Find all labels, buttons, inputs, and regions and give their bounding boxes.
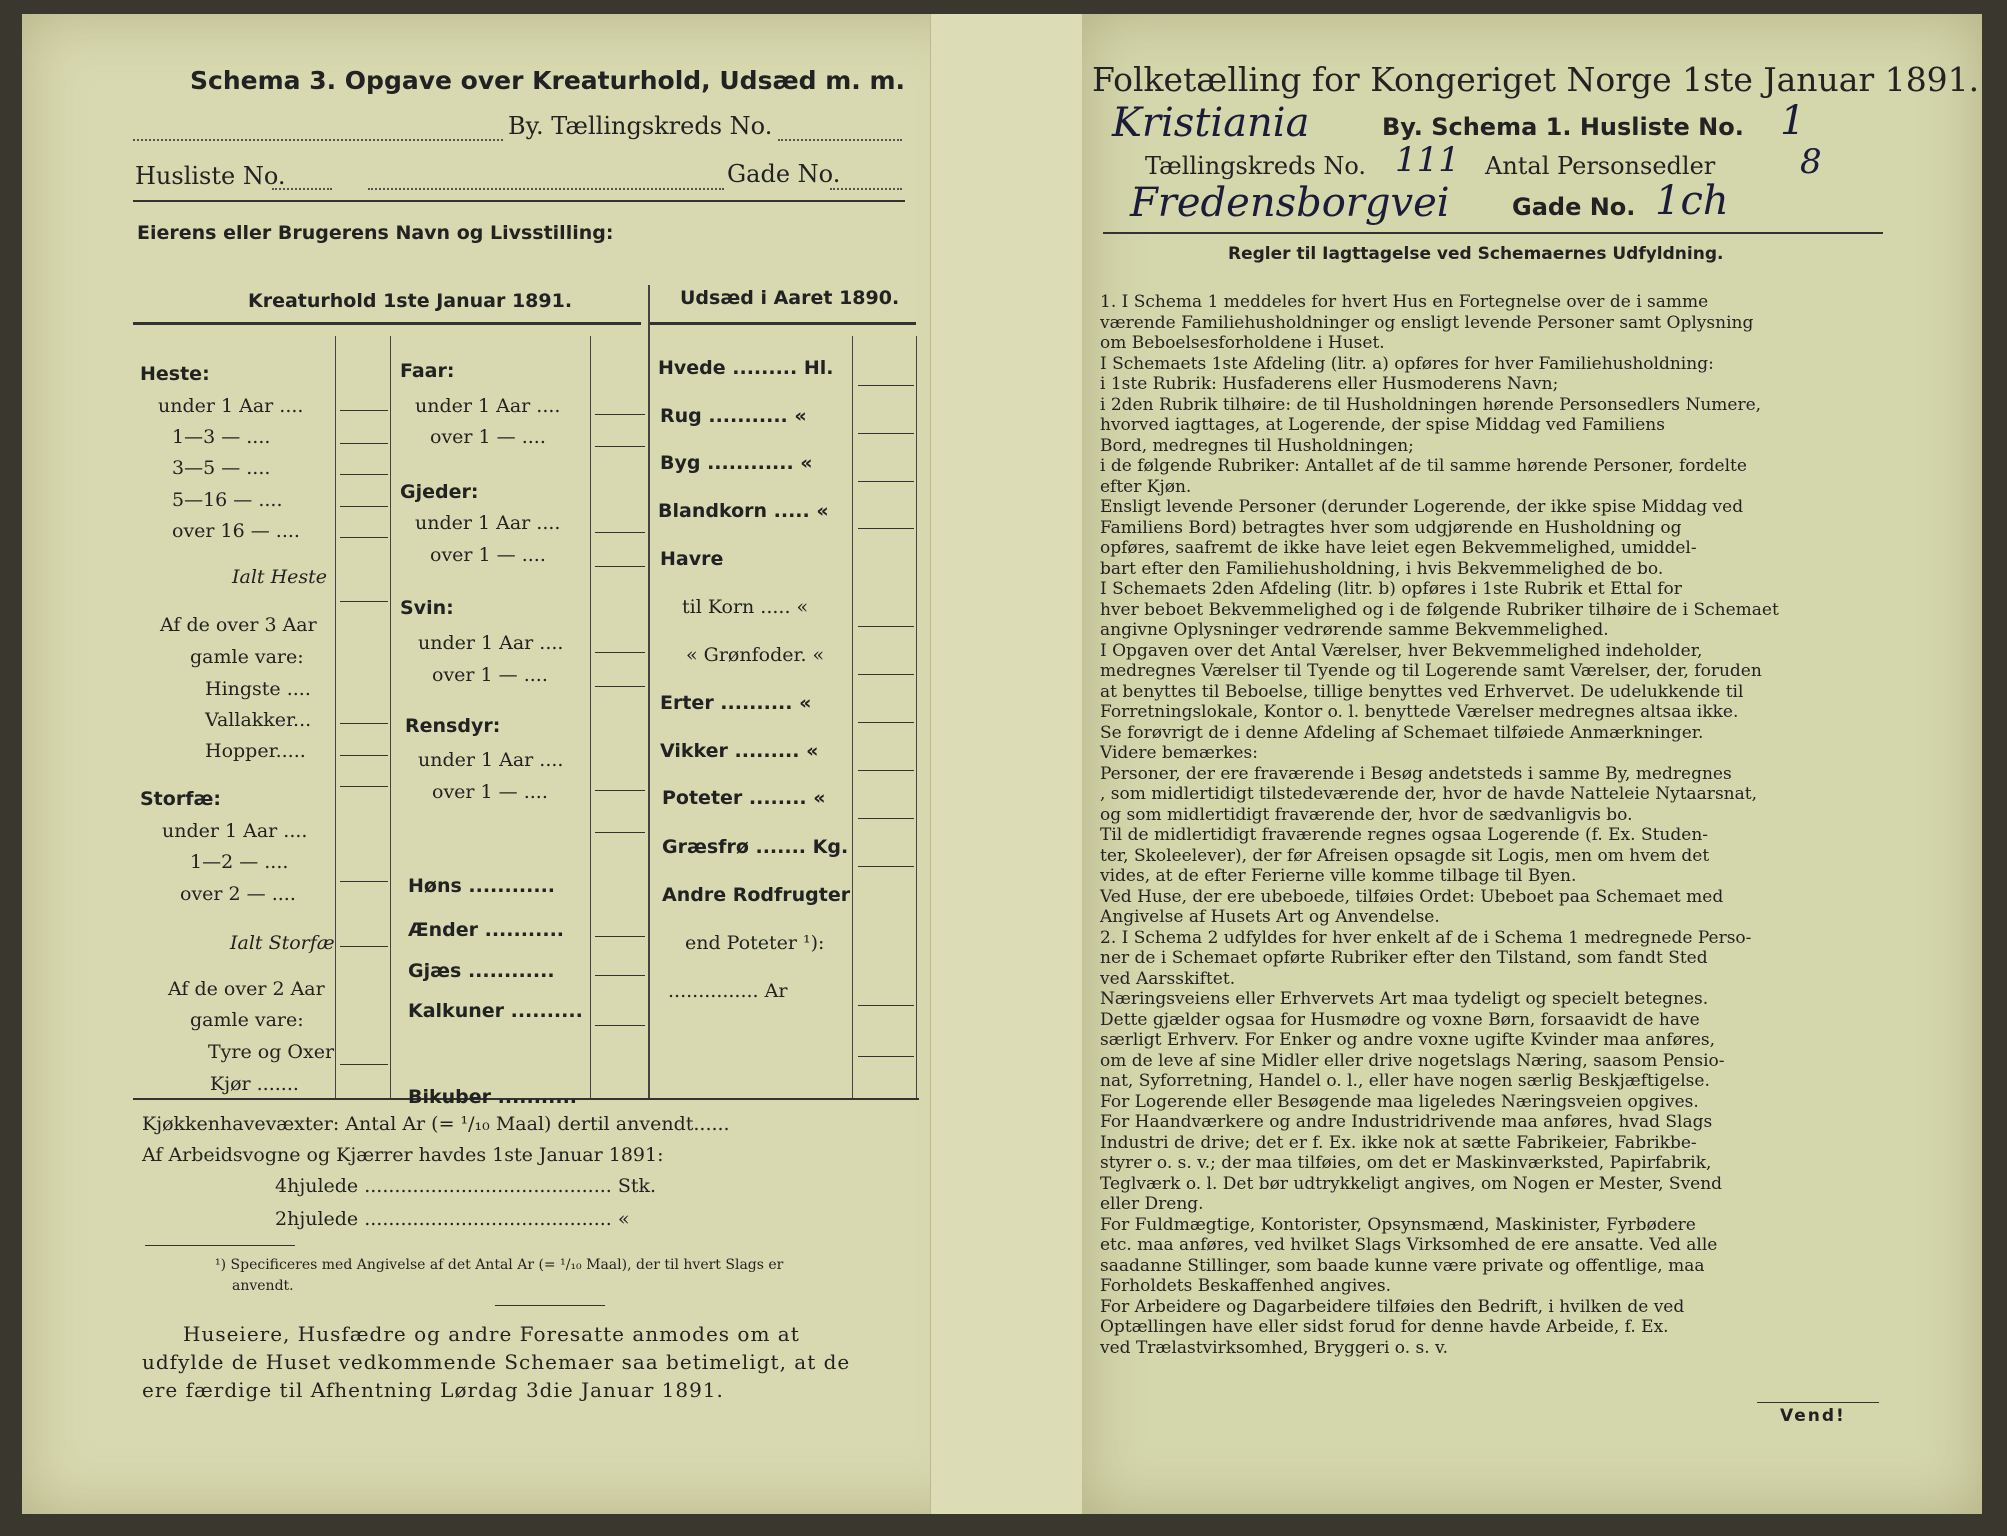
rule-line: bart efter den Familiehusholdning, i hvis Bekvemmelighed de bo. [1100,558,1664,579]
col2-right [648,285,650,1099]
col3-row: ............... Ar [668,980,788,1002]
col3-row: Havre [660,548,724,570]
col1-row: over 16 — .... [172,520,300,542]
header-rule [133,200,905,202]
gade-no-label: Gade No. [1512,193,1636,221]
kreatur-rule [133,322,641,325]
eierens-label: Eierens eller Brugerens Navn og Livsstilling: [137,222,614,244]
rule-line: Se forøvrigt de i denne Afdeling af Schemaet tilføiede Anmærkninger. [1100,722,1704,743]
col2-row: under 1 Aar .... [415,395,561,417]
rule-line: I Schemaets 2den Afdeling (litr. b) opføres i 1ste Rubrik et Ettal for [1100,579,1682,599]
col1-entry-line [340,506,388,507]
col2-row: Ænder ........... [408,919,565,941]
col1-entry-line [340,410,388,411]
col1-right [390,336,391,1099]
col1-row: 5—16 — .... [172,489,283,511]
col2-row: over 1 — .... [430,426,546,448]
by-blank [133,115,503,141]
rule-line: saadanne Stillinger, som baade kunne være private og offentlige, maa [1100,1255,1705,1276]
col3-entry-line [858,1005,914,1006]
rule-line: medregnes Værelser til Tyende og til Logerende samt Værelser, der, foruden [1100,661,1762,681]
footnote-rule [145,1245,295,1246]
col3-row: end Poteter ¹): [685,932,825,954]
rule-line: Industri de drive; det er f. Ex. ikke nok at sætte Fabrikeier, Fabrikbe- [1100,1132,1697,1153]
rule-line: styrer o. s. v.; der maa tilføies, om det er Maskinværksted, Papirfabrik, [1100,1153,1712,1173]
col1-row: Ialt Storfæ [230,932,335,954]
handwritten-gade-navn: Fredensborgvei [1130,180,1450,226]
right-header-rule [1103,232,1883,234]
col3-row: Byg ............ « [660,452,813,474]
col2-row: over 1 — .... [432,664,548,686]
rule-line: Forholdets Beskaffenhed angives. [1100,1276,1392,1296]
col3-entry-line [858,481,914,482]
col1-row: 1—2 — .... [190,851,289,873]
gade-label: Gade No. [727,160,841,188]
col1-row: gamle vare: [190,646,304,668]
col2-entry-line [595,790,645,791]
col1-row: Hingste .... [205,678,311,700]
col3-entry-line [858,528,914,529]
taellingskreds-label: Tællingskreds No. [1145,152,1367,180]
fire-hjulede-line: 4hjulede ......................................... Stk. [275,1175,657,1197]
closing-line-1: Huseiere, Husfædre og andre Foresatte anmodes om at [183,1322,800,1346]
vend-rule [1757,1402,1879,1403]
rule-line: I Schemaets 1ste Afdeling (litr. a) opføres for hver Familiehusholdning: [1100,353,1714,374]
col1-entry-line [340,1064,388,1065]
col2-row: Rensdyr: [405,715,501,737]
handwritten-gade-no: 1ch [1655,178,1729,224]
col3-row: Vikker ......... « [660,740,819,762]
col3-entry-line [858,866,914,867]
rule-line: For Fuldmægtige, Kontorister, Opsynsmænd, Maskinister, Fyrbødere [1100,1214,1696,1235]
rule-line: Ensligt levende Personer (derunder Logerende, der ikke spise Middag ved [1100,497,1744,517]
rule-line: i 1ste Rubrik: Husfaderens eller Husmoderens Navn; [1100,374,1559,394]
col2-entry-line [595,686,645,687]
col1-row: Vallakker... [205,709,312,731]
rule-line: angivne Oplysninger vedrørende samme Bekvemmelighed. [1100,620,1609,640]
rule-line: , som midlertidigt tilstedeværende der, hvor de havde Natteleie Nytaarsnat, [1100,784,1757,804]
col3-entry-line [858,1056,914,1057]
rule-line: Angivelse af Husets Art og Anvendelse. [1100,907,1440,927]
col3-row: Andre Rodfrugter [662,884,851,906]
rule-line: og som midlertidigt fraværende der, hvor de sædvanligvis bo. [1100,804,1633,825]
col2-row: under 1 Aar .... [418,749,564,771]
rule-line: 2. I Schema 2 udfyldes for hver enkelt af de i Schema 1 medregnede Perso- [1100,927,1752,948]
handwritten-krets: 111 [1395,140,1460,180]
col3-row: Poteter ........ « [662,787,826,809]
col1-row: gamle vare: [190,1009,304,1031]
rules-text [1100,292,1880,1358]
rule-line: Videre bemærkes: [1100,743,1258,763]
col2-row: under 1 Aar .... [418,632,564,654]
col3-entry-line [858,818,914,819]
col1-row: Af de over 2 Aar [168,978,325,1000]
col1-row: Af de over 3 Aar [160,614,317,636]
col3-entry-line [858,770,914,771]
col3-row: « Grønfoder. « [686,644,825,666]
rule-line: For Logerende eller Besøgende maa ligeledes Næringsveien opgives. [1100,1091,1699,1112]
antal-personsedler-label: Antal Personsedler [1485,152,1716,180]
rule-line: Næringsveiens eller Erhvervets Art maa tydeligt og specielt betegnes. [1100,989,1709,1009]
rule-line: at benyttes til Beboelse, tillige benyttes ved Erhvervet. De udelukkende til [1100,681,1744,702]
col1-entry-line [340,881,388,882]
col3-row: Erter .......... « [660,692,812,714]
col1-row: Heste: [140,363,210,385]
page-gutter [930,14,1093,1514]
col1-row: Kjør ....... [210,1073,299,1095]
rule-line: i 2den Rubrik tilhøire: de til Husholdningen hørende Personsedlers Numere, [1100,394,1762,415]
rule-line: ved Trælastvirksomhed, Bryggeri o. s. v. [1100,1337,1449,1358]
col1-entry-line [340,755,388,756]
rule-line: opføres, saafremt de ikke have leiet egen Bekvemmelighed, umiddel- [1100,538,1697,558]
footnote-line-1: ¹) Specificeres med Angivelse af det Antal Ar (= ¹/₁₀ Maal), der til hvert Slags er [215,1257,784,1273]
vend-label: Vend! [1780,1406,1846,1426]
rule-line: Personer, der ere fraværende i Besøg andetsteds i samme By, medregnes [1100,763,1732,784]
col2-row: Kalkuner .......... [408,1000,583,1022]
rule-line: Optællingen have eller sidst forud for denne havde Arbeide, f. Ex. [1100,1317,1669,1337]
kjokkenhave-line: Kjøkkenhavevæxter: Antal Ar (= ¹/₁₀ Maal) dertil anvendt...... [142,1113,730,1135]
col3-divider [852,336,853,1099]
arbeidsvogne-line: Af Arbeidsvogne og Kjærrer havdes 1ste Januar 1891: [142,1144,664,1166]
rule-line: Til de midlertidigt fraværende regnes ogsaa Logerende (f. Ex. Studen- [1100,825,1709,845]
rule-line: I Opgaven over det Antal Værelser, hver Bekvemmelighed indeholder, [1100,640,1703,661]
col2-entry-line [595,414,645,415]
rule-line: ner de i Schemaet opførte Rubriker efter den Tilstand, som fandt Sted [1100,948,1708,968]
col1-row: Hopper..... [205,740,306,762]
col1-entry-line [340,474,388,475]
col2-divider [590,336,591,1099]
col1-row: Ialt Heste [232,566,328,588]
rule-line: særligt Erhverv. For Enker og andre voxne ugifte Kvinder maa anføres, [1100,1030,1716,1050]
col2-entry-line [595,1025,645,1026]
gade-no-blank [830,166,902,190]
rule-line: i de følgende Rubriker: Antallet af de til samme hørende Personer, fordelte [1100,456,1747,476]
col1-row: Storfæ: [140,788,221,810]
husliste-blank [272,166,332,190]
col1-row: over 2 — .... [180,883,296,905]
col1-entry-line [340,946,388,947]
rule-line: hver beboet Bekvemmelighed og i de følgende Rubriker tilhøire de i Schemaet [1100,599,1779,620]
rule-line: Teglværk o. l. Det bør udtrykkeligt angives, om Nogen er Mester, Svend [1100,1173,1723,1194]
col2-entry-line [595,566,645,567]
col3-entry-line [858,433,914,434]
schema-1-by-line: By. Schema 1. Husliste No. [1382,113,1744,141]
col2-row: Bikuber ........... [408,1086,578,1108]
rule-line: ter, Skoleelever), der før Afreisen opsagde sit Logis, men om hvem det [1100,845,1710,866]
rule-line: Bord, medregnes til Husholdningen; [1100,435,1414,456]
udsaed-rule [650,322,916,325]
rule-line: hvorved iagttages, at Logerende, der spise Middag ved Familiens [1100,415,1665,435]
col3-row: Rug ........... « [660,405,807,427]
col3-row: til Korn ..... « [682,596,809,618]
col1-entry-line [340,537,388,538]
col2-row: Høns ............ [408,875,556,897]
col2-entry-line [595,975,645,976]
col2-row: Gjæs ............ [408,960,555,982]
col2-entry-line [595,532,645,533]
col3-row: Hvede ......... Hl. [658,357,834,379]
closing-rule [495,1305,605,1306]
rule-line: vides, at de efter Ferierne ville komme tilbage til Byen. [1100,866,1577,886]
col3-right [916,336,917,1099]
rule-line: værende Familiehusholdninger og ensligt levende Personer samt Oplysning [1100,312,1754,333]
closing-line-2: udfylde de Huset vedkommende Schemaer saa betimeligt, at de [142,1350,851,1374]
rule-line: ved Aarsskiftet. [1100,968,1236,989]
husliste-label: Husliste No. [135,162,286,190]
col3-entry-line [858,385,914,386]
col2-entry-line [595,832,645,833]
col1-row: 3—5 — .... [172,457,271,479]
folketaelling-title: Folketælling for Kongeriget Norge 1ste Januar 1891. [1092,60,1980,99]
col3-row: Blandkorn ..... « [658,500,829,522]
regler-heading: Regler til Iagttagelse ved Schemaernes Udfyldning. [1228,244,1724,264]
udsaed-header: Udsæd i Aaret 1890. [680,287,900,309]
to-hjulede-line: 2hjulede ......................................... « [275,1208,630,1230]
rule-line: For Arbeidere og Dagarbeidere tilføies den Bedrift, i hvilken de ved [1100,1296,1685,1317]
col3-entry-line [858,674,914,675]
gade-blank [368,166,724,190]
schema-3-title: Schema 3. Opgave over Kreaturhold, Udsæd m. m. [190,66,906,95]
col2-row: under 1 Aar .... [415,512,561,534]
col3-entry-line [858,722,914,723]
col2-entry-line [595,936,645,937]
footnote-line-2: anvendt. [232,1278,294,1294]
rule-line: Forretningslokale, Kontor o. l. benyttede Værelser medregnes altsaa ikke. [1100,702,1739,722]
handwritten-by: Kristiania [1112,100,1310,146]
col1-entry-line [340,443,388,444]
rule-line: Familiens Bord) betragtes hver som udgjørende en Husholdning og [1100,517,1682,538]
rule-line: Dette gjælder ogsaa for Husmødre og voxne Børn, forsaavidt de have [1100,1009,1700,1030]
col2-row: Gjeder: [400,481,479,503]
col2-row: Svin: [400,597,454,619]
col2-entry-line [595,446,645,447]
col1-entry-line [340,601,388,602]
col1-entry-line [340,723,388,724]
rule-line: nat, Syforretning, Handel o. l., eller have nogen særlig Beskjæftigelse. [1100,1071,1710,1091]
col3-row: Græsfrø ....... Kg. [662,836,849,858]
rule-line: Ved Huse, der ere ubeboede, tilføies Ordet: Ubeboet paa Schemaet med [1100,886,1724,907]
col1-row: under 1 Aar .... [162,820,308,842]
closing-line-3: ere færdige til Afhentning Lørdag 3die Januar 1891. [142,1378,724,1402]
rule-line: efter Kjøn. [1100,476,1192,497]
col1-entry-line [340,786,388,787]
handwritten-husliste: 1 [1780,98,1806,144]
col2-row: Faar: [400,360,455,382]
col2-row: over 1 — .... [430,544,546,566]
rule-line: om Beboelsesforholdene i Huset. [1100,333,1385,353]
col1-row: 1—3 — .... [172,426,271,448]
kreaturhold-header: Kreaturhold 1ste Januar 1891. [248,290,573,312]
col1-row: Tyre og Oxer [208,1041,335,1063]
rule-line: om de leve af sine Midler eller drive nogetslags Næring, saasom Pensio- [1100,1050,1725,1071]
rule-line: eller Dreng. [1100,1194,1204,1214]
col2-row: over 1 — .... [432,781,548,803]
col1-row: under 1 Aar .... [158,395,304,417]
rule-line: 1. I Schema 1 meddeles for hvert Hus en Fortegnelse over de i samme [1100,292,1709,312]
handwritten-antal: 8 [1800,142,1822,182]
col3-entry-line [858,626,914,627]
kreds-blank [778,115,902,141]
col1-divider [335,336,336,1099]
rule-line: For Haandværkere og andre Industridrivende maa anføres, hvad Slags [1100,1112,1713,1132]
col2-entry-line [595,652,645,653]
rule-line: etc. maa anføres, ved hvilket Slags Virksomhed de ere ansatte. Ved alle [1100,1235,1718,1255]
by-label: By. Tællingskreds No. [508,112,773,140]
